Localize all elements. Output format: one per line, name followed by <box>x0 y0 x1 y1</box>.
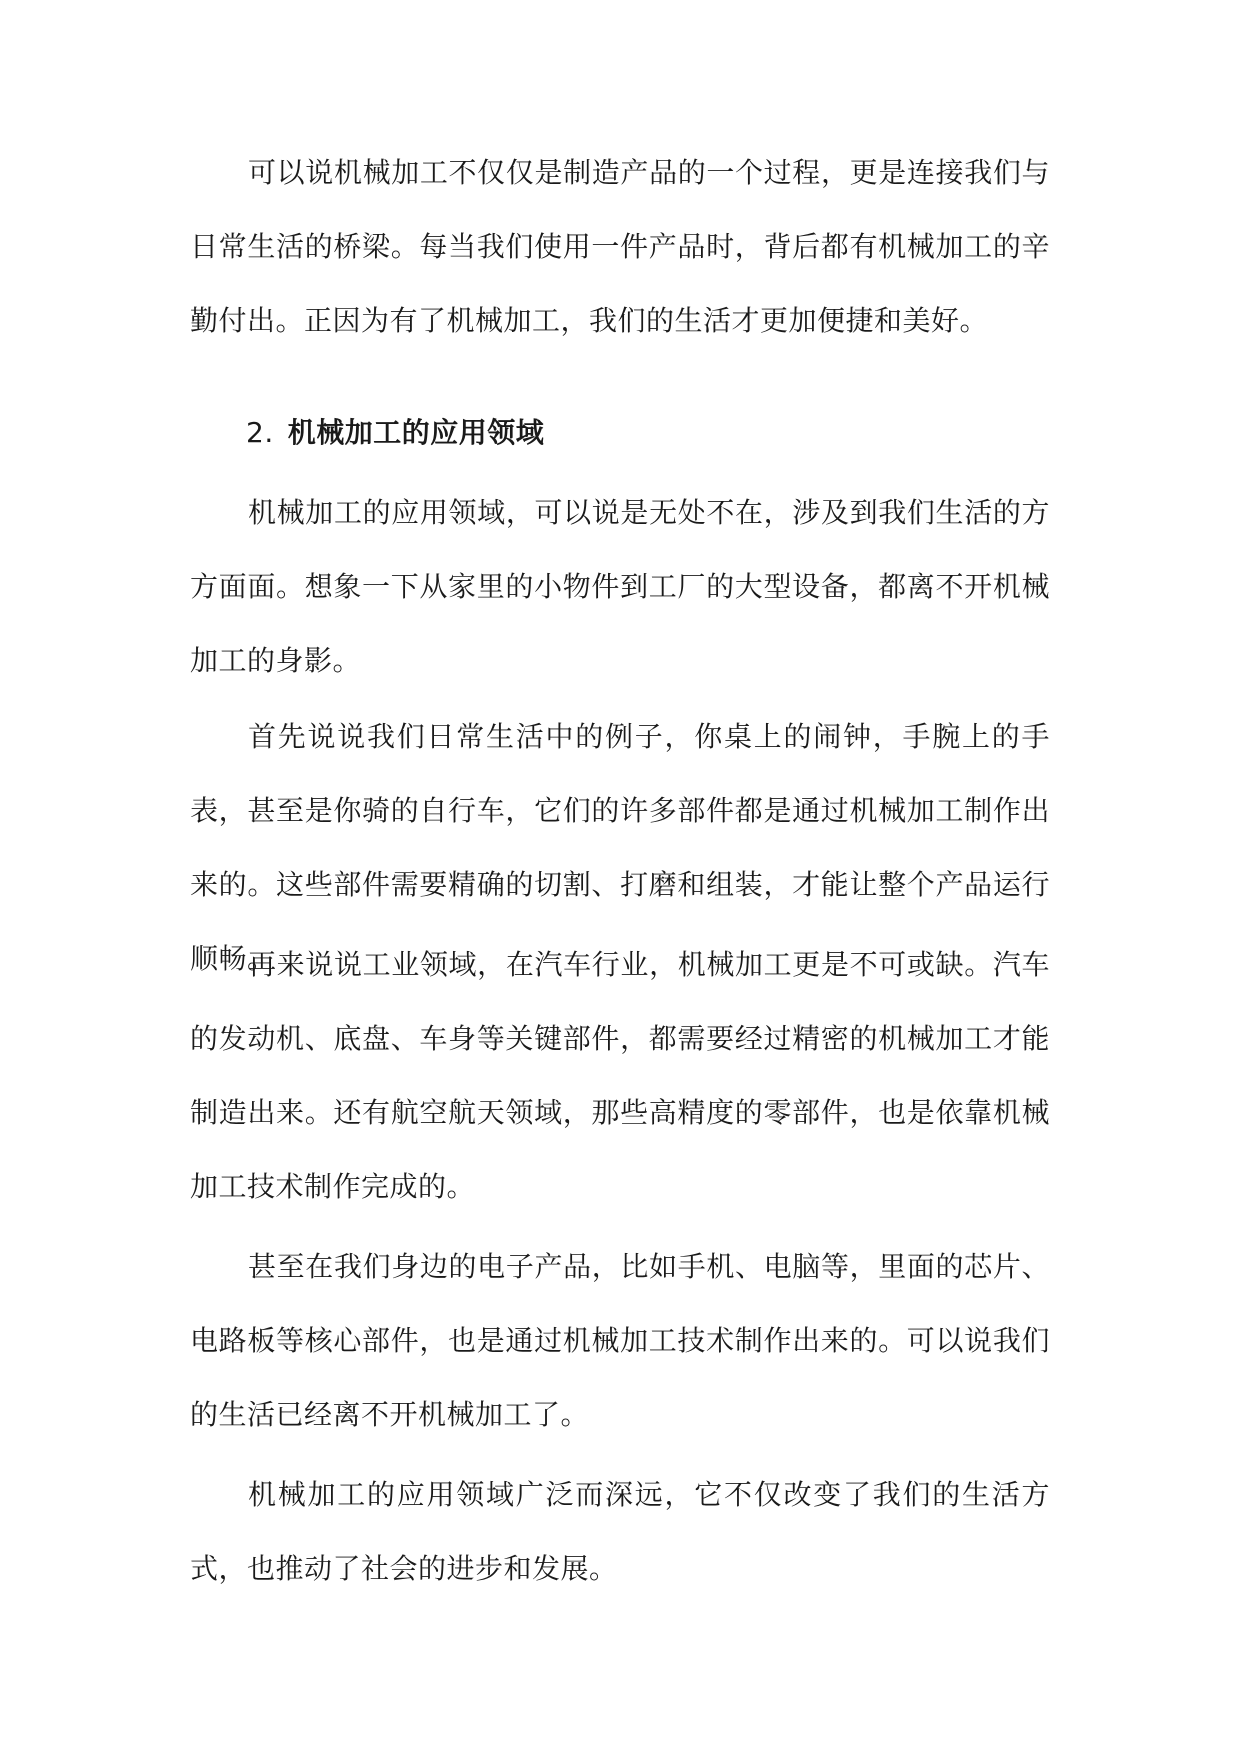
body-paragraph-4: 甚至在我们身边的电子产品，比如手机、电脑等，里面的芯片、电路板等核心部件，也是通过机械加工技术制作出来的。可以说我们的生活已经离不开机械加工了。 <box>190 1250 1050 1431</box>
body-paragraph-3: 再来说说工业领域，在汽车行业，机械加工更是不可或缺。汽车的发动机、底盘、车身等关键部件，都需要经过精密的机械加工才能制造出来。还有航空航天领域，那些高精度的零部件，也是依靠机械加工技术制作完成的。 <box>190 948 1050 1203</box>
body-paragraph-1: 机械加工的应用领域，可以说是无处不在，涉及到我们生活的方方面面。想象一下从家里的小物件到工厂的大型设备，都离不开机械加工的身影。 <box>190 496 1050 677</box>
intro-paragraph: 可以说机械加工不仅仅是制造产品的一个过程，更是连接我们与日常生活的桥梁。每当我们使用一件产品时，背后都有机械加工的辛勤付出。正因为有了机械加工，我们的生活才更加便捷和美好。 <box>190 156 1050 337</box>
body-paragraph-2: 首先说说我们日常生活中的例子，你桌上的闹钟，手腕上的手表，甚至是你骑的自行车，它们的许多部件都是通过机械加工制作出来的。这些部件需要精确的切割、打磨和组装，才能让整个产品运行顺畅。 <box>190 720 1050 975</box>
body-paragraph-5: 机械加工的应用领域广泛而深远，它不仅改变了我们的生活方式，也推动了社会的进步和发展。 <box>190 1478 1050 1585</box>
section-heading <box>246 396 544 470</box>
section-number: 2. <box>246 416 274 449</box>
section-title: 机械加工的应用领域 <box>287 416 545 449</box>
